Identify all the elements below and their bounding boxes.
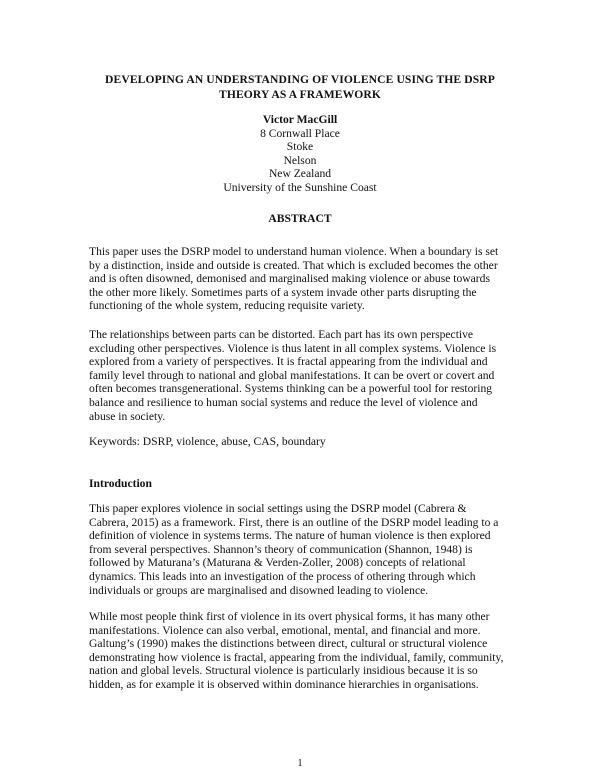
text-line: Galtung’s (1990) makes the distinctions between direct, cultural or structural violence (89, 637, 488, 651)
page-number: 1 (297, 758, 303, 769)
text-line: nation and global levels. Structural violence is particularly insidious because it is so (89, 664, 478, 678)
text-line: demonstrating how violence is fractal, appearing from the individual, family, community, (89, 650, 504, 664)
introduction-paragraph (89, 502, 521, 597)
text-line: Cabrera, 2015) as a framework. First, there is an outline of the DSRP model leading to a (89, 515, 499, 529)
text-line: from several perspectives. Shannon’s theory of communication (Shannon, 1948) is (89, 542, 473, 556)
author-address-line: New Zealand (268, 167, 332, 181)
text-line: and is often disowned, demonised and marginalised making violence or abuse towards (89, 272, 490, 286)
introduction-paragraph (89, 610, 521, 692)
text-line: followed by Maturana’s (Maturana & Verden-Zoller, 2008) concepts of relational (89, 556, 466, 570)
author-affiliation: University of the Sunshine Coast (223, 180, 377, 194)
title-line: DEVELOPING AN UNDERSTANDING OF VIOLENCE USING THE DSRP (105, 73, 495, 86)
text-line: family level through to national and global manifestations. It can be overt or covert and (89, 368, 495, 382)
text-line: definition of violence in systems terms. The nature of human violence is then explored (89, 529, 491, 543)
abstract-paragraph (89, 245, 521, 313)
keywords: Keywords: DSRP, violence, abuse, CAS, boundary (89, 435, 326, 448)
text-line: individuals or groups are marginalised and disowned leading to violence. (89, 583, 429, 597)
text-line: abuse in society. (89, 409, 166, 423)
text-line: The relationships between parts can be distorted. Each part has its own perspective (89, 328, 474, 341)
text-line: While most people think first of violence in its overt physical forms, it has many other (89, 610, 490, 623)
text-line: manifestations. Violence can also verbal, emotional, mental, and financial and more. (89, 623, 481, 637)
text-line: functioning of the whole system, reducing requisite variety. (89, 299, 365, 313)
text-line: by a distinction, inside and outside is created. That which is excluded becomes the other (89, 258, 498, 272)
author-address-line: Stoke (286, 140, 314, 154)
title-line: THEORY AS A FRAMEWORK (219, 88, 381, 101)
text-line: This paper uses the DSRP model to understand human violence. When a boundary is set (89, 245, 499, 258)
text-line: This paper explores violence in social settings using the DSRP model (Cabrera & (89, 502, 467, 515)
author-address-line: Nelson (283, 153, 317, 167)
abstract-heading: ABSTRACT (268, 212, 332, 225)
text-line: hidden, as for example it is observed within dominance hierarchies in organisations. (89, 677, 479, 691)
author-block (150, 113, 450, 195)
text-line: dynamics. This leads into an investigation of the process of othering through which (89, 569, 476, 583)
abstract-paragraph (89, 328, 521, 423)
author-address-line: 8 Cornwall Place (260, 126, 340, 140)
text-line: the other more likely. Sometimes parts of a system invade other parts disrupting the (89, 285, 477, 299)
author-name: Victor MacGill (262, 113, 338, 126)
text-line: excluding other perspectives. Violence is thus latent in all complex systems. Violence is (89, 341, 497, 355)
introduction-heading: Introduction (89, 477, 152, 490)
text-line: balance and resilience to human social systems and reduce the level of violence and (89, 395, 478, 409)
text-line: often becomes transgenerational. Systems thinking can be a powerful tool for restoring (89, 382, 493, 396)
paper-title (90, 72, 510, 102)
text-line: explored from a variety of perspectives. It is fractal appearing from the individual and (89, 355, 488, 369)
